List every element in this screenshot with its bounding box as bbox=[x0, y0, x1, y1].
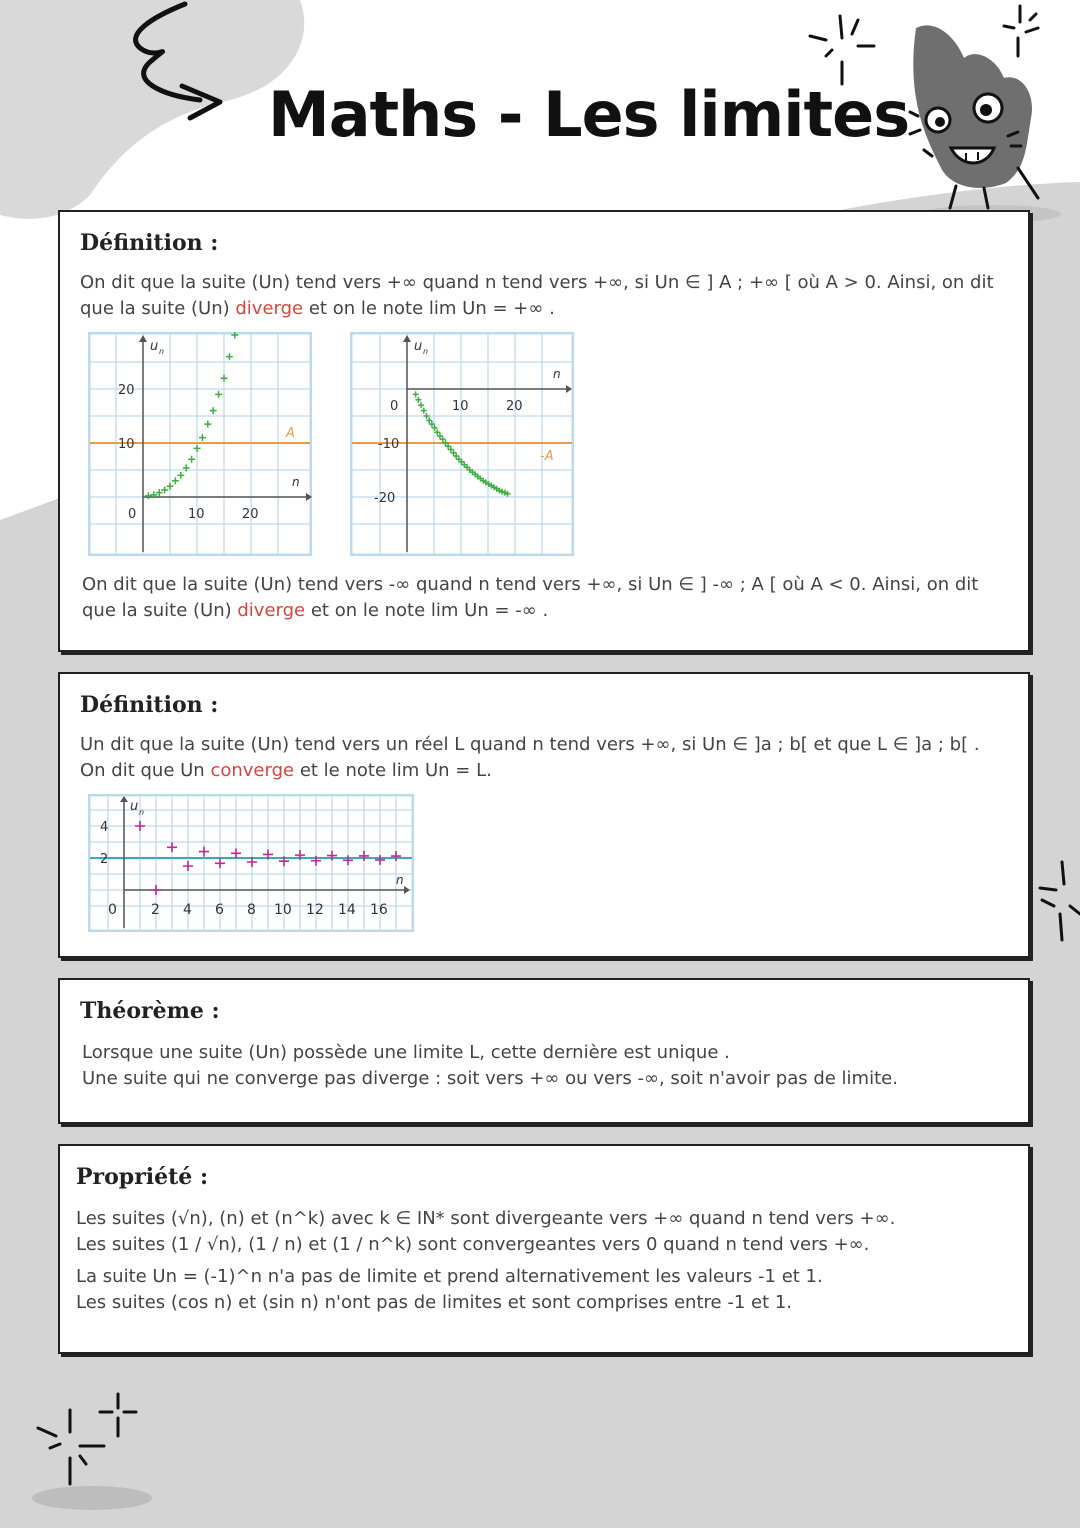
x-tick-label: 10 bbox=[274, 902, 292, 918]
threshold-label: -A bbox=[540, 449, 554, 464]
graph-converge bbox=[88, 794, 414, 932]
x-tick-label: 8 bbox=[247, 902, 256, 918]
section-heading: Propriété : bbox=[76, 1164, 209, 1190]
definition-divergence-card bbox=[58, 210, 1030, 652]
y-tick-label: 4 bbox=[100, 820, 109, 835]
property-card bbox=[58, 1144, 1030, 1354]
property-line: Les suites (cos n) et (sin n) n'ont pas de limites et sont comprises entre -1 et 1. bbox=[76, 1292, 793, 1313]
mascot-illustration bbox=[896, 18, 1066, 223]
x-tick-label: 4 bbox=[183, 902, 192, 918]
property-text bbox=[76, 1264, 823, 1316]
limit-notation: et le note lim Un = L. bbox=[294, 760, 492, 781]
x-tick-label: 2 bbox=[151, 902, 160, 918]
definition-line-start: On dit que Un bbox=[80, 760, 211, 781]
y-axis-label: u bbox=[414, 339, 423, 354]
x-axis-label: n bbox=[553, 367, 561, 381]
graph-diverge-plus-infinity bbox=[88, 332, 312, 556]
threshold-label: A bbox=[286, 426, 295, 441]
page-title: Maths - Les limites bbox=[268, 78, 910, 151]
x-axis-label: n bbox=[396, 873, 404, 887]
x-tick-label: 10 bbox=[452, 399, 469, 414]
y-axis-label: u bbox=[150, 339, 159, 354]
definition-text bbox=[82, 572, 978, 624]
section-heading: Définition : bbox=[80, 692, 219, 718]
y-tick-label: 20 bbox=[118, 383, 135, 398]
theorem-card bbox=[58, 978, 1030, 1124]
property-line: Les suites (√n), (n) et (n^k) avec k ∈ IN* sont divergeante vers +∞ quand n tend vers +∞. bbox=[76, 1208, 896, 1229]
definition-text bbox=[80, 270, 994, 322]
x-tick-label: 12 bbox=[306, 902, 324, 918]
x-axis-label: n bbox=[292, 475, 300, 489]
x-tick-label: 0 bbox=[390, 399, 399, 414]
x-tick-label: 0 bbox=[128, 507, 137, 522]
y-tick-label: -20 bbox=[374, 491, 396, 506]
y-tick-label: 2 bbox=[100, 852, 109, 867]
x-tick-label: 0 bbox=[108, 902, 117, 918]
x-tick-label: 16 bbox=[370, 902, 388, 918]
limit-notation: et on le note lim Un = -∞ . bbox=[305, 600, 549, 621]
y-axis-label: u bbox=[130, 799, 139, 814]
definition-line: On dit que la suite (Un) tend vers +∞ quand n tend vers +∞, si Un ∈ ] A ; +∞ [ où A > 0. Ainsi, on dit bbox=[80, 272, 994, 293]
section-heading: Théorème : bbox=[80, 998, 220, 1024]
definition-text bbox=[80, 732, 980, 784]
x-tick-label: 20 bbox=[506, 399, 523, 414]
x-tick-label: 20 bbox=[242, 507, 259, 522]
theorem-text bbox=[82, 1040, 898, 1092]
diverge-keyword: diverge bbox=[237, 600, 306, 621]
graph-diverge-minus-infinity bbox=[350, 332, 574, 556]
definition-line-start: que la suite (Un) bbox=[82, 600, 238, 621]
theorem-line: Lorsque une suite (Un) possède une limite L, cette dernière est unique . bbox=[82, 1042, 730, 1063]
y-tick-label: -10 bbox=[378, 437, 400, 452]
property-line: La suite Un = (-1)^n n'a pas de limite et prend alternativement les valeurs -1 et 1. bbox=[76, 1266, 823, 1287]
definition-line: Un dit que la suite (Un) tend vers un réel L quand n tend vers +∞, si Un ∈ ]a ; b[ et que L ∈ ]a ; b[ . bbox=[80, 734, 980, 755]
definition-convergence-card bbox=[58, 672, 1030, 958]
x-tick-label: 14 bbox=[338, 902, 356, 918]
y-axis-sub: n bbox=[139, 808, 145, 817]
converge-keyword: converge bbox=[210, 760, 295, 781]
y-axis-sub: n bbox=[159, 347, 165, 356]
theorem-line: Une suite qui ne converge pas diverge : soit vers +∞ ou vers -∞, soit n'avoir pas de limite. bbox=[82, 1068, 898, 1089]
property-line: Les suites (1 / √n), (1 / n) et (1 / n^k) sont convergeantes vers 0 quand n tend vers +∞. bbox=[76, 1234, 870, 1255]
x-tick-label: 6 bbox=[215, 902, 224, 918]
limit-notation: et on le note lim Un = +∞ . bbox=[303, 298, 555, 319]
definition-line-start: que la suite (Un) bbox=[80, 298, 236, 319]
definition-line: On dit que la suite (Un) tend vers -∞ quand n tend vers +∞, si Un ∈ ] -∞ ; A [ où A < 0. Ainsi, on dit bbox=[82, 574, 979, 595]
y-axis-sub: n bbox=[423, 347, 429, 356]
property-text bbox=[76, 1206, 895, 1258]
diverge-keyword: diverge bbox=[235, 298, 304, 319]
y-tick-label: 10 bbox=[118, 437, 135, 452]
x-tick-label: 10 bbox=[188, 507, 205, 522]
section-heading: Définition : bbox=[80, 230, 219, 256]
